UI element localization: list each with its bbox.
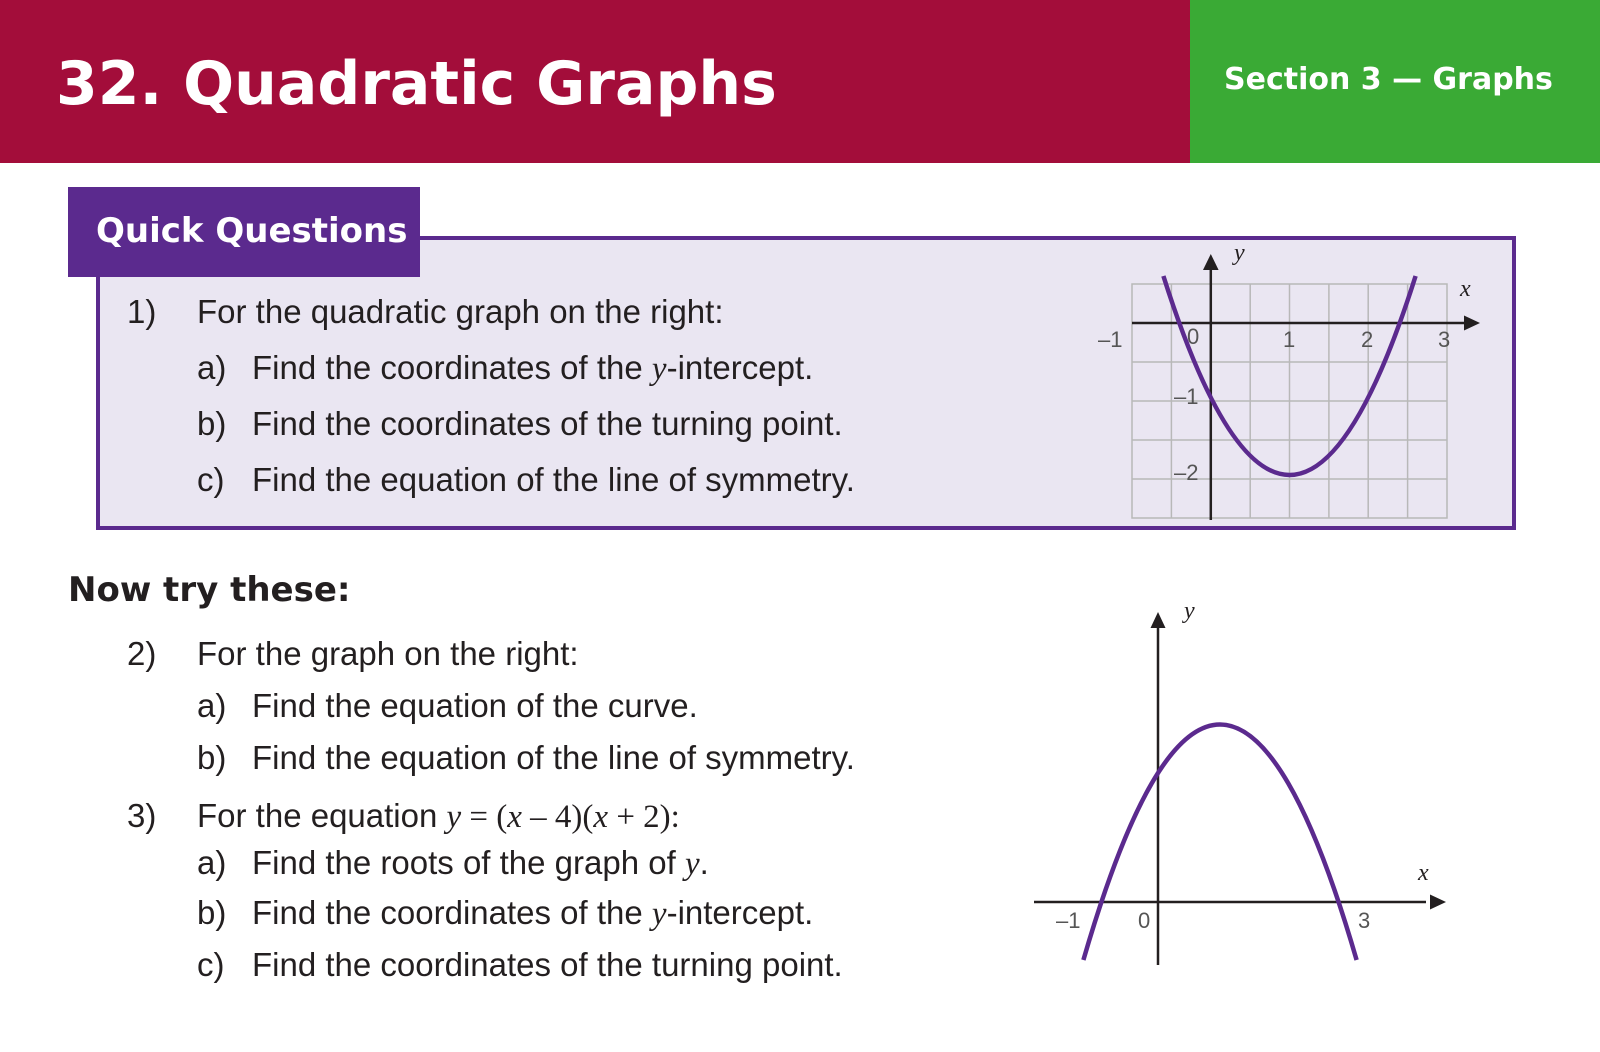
graph-2-x-tick: 0: [1138, 908, 1151, 933]
part-text: Find the coordinates of the turning point.: [252, 405, 843, 442]
part-text: Find the coordinates of the turning point.: [252, 946, 843, 983]
graph-1-x-tick: 3: [1438, 327, 1451, 352]
question-text: For the graph on the right:: [197, 635, 579, 672]
graph-1-x-tick: 0: [1187, 324, 1200, 349]
y-axis-arrow-icon: [1151, 612, 1166, 628]
quick-questions-tab: [68, 187, 420, 277]
part-letter: b): [197, 739, 227, 776]
graph-2: [1030, 600, 1480, 980]
x-axis-arrow-icon: [1464, 316, 1480, 331]
question-number: 2): [127, 635, 157, 672]
part-text: Find the coordinates of the y-intercept.: [252, 349, 814, 387]
part-letter: a): [197, 349, 227, 386]
part-letter: a): [197, 844, 227, 881]
y-axis-arrow-icon: [1203, 254, 1219, 270]
graph-1-x-label: x: [1460, 276, 1471, 302]
part-letter: b): [197, 405, 227, 442]
graph-1-x-tick: 2: [1361, 327, 1374, 352]
part-letter: a): [197, 687, 227, 724]
part-letter: c): [197, 461, 225, 498]
question-number: 1): [127, 293, 157, 330]
graph-2-curve: [1083, 725, 1356, 961]
graph-2-x-tick: 3: [1358, 908, 1371, 933]
graph-1-x-tick: 1: [1283, 327, 1296, 352]
graph-1-y-label: y: [1234, 240, 1245, 266]
part-text: Find the equation of the line of symmetry.: [252, 739, 855, 776]
part-letter: b): [197, 894, 227, 931]
now-try-heading: Now try these:: [68, 570, 351, 610]
section-tab: [1190, 0, 1600, 163]
part-text: Find the roots of the graph of y.: [252, 844, 709, 882]
graph-1-y-tick: –1: [1174, 384, 1199, 409]
graph-1: [1098, 240, 1490, 530]
page-title: 32. Quadratic Graphs: [56, 49, 777, 119]
part-text: Find the coordinates of the y-intercept.: [252, 894, 814, 932]
question-number: 3): [127, 797, 157, 834]
quick-questions-label: Quick Questions: [96, 211, 408, 251]
question-text: For the quadratic graph on the right:: [197, 293, 724, 330]
graph-1-y-tick: –2: [1174, 460, 1199, 485]
header-bar: [0, 0, 1190, 163]
part-text: Find the equation of the line of symmetry.: [252, 461, 855, 498]
section-label: Section 3 — Graphs: [1224, 62, 1553, 97]
graph-2-x-label: x: [1418, 860, 1429, 886]
part-text: Find the equation of the curve.: [252, 687, 698, 724]
graph-2-y-label: y: [1184, 598, 1195, 624]
x-axis-arrow-icon: [1430, 895, 1446, 910]
question-text: For the equation y = (x – 4)(x + 2):: [197, 797, 680, 835]
graph-1-x-tick: –1: [1098, 327, 1123, 352]
part-letter: c): [197, 946, 225, 983]
graph-2-x-tick: –1: [1056, 908, 1081, 933]
